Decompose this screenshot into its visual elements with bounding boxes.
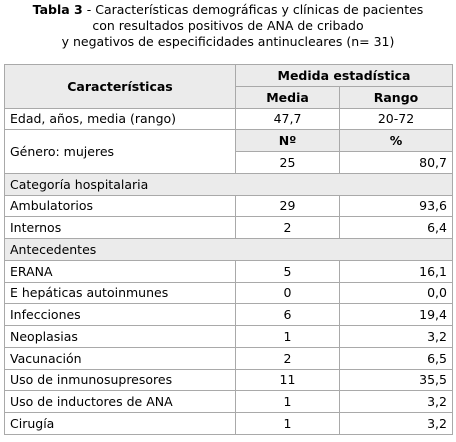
table-row [5,260,453,282]
section-row-hospital [5,173,453,195]
gender-percent: 80,7 [340,152,453,174]
data-table [4,64,453,435]
row-percent: 6,4 [340,217,453,239]
age-mean: 47,7 [236,108,340,130]
row-percent: 19,4 [340,304,453,326]
section-title-hospital: Categoría hospitalaria [5,173,453,195]
table-row [5,391,453,413]
gender-label: Género: mujeres [5,130,236,174]
row-percent: 6,5 [340,347,453,369]
gender-count: 25 [236,152,340,174]
row-label: Ambulatorios [5,195,236,217]
table-row-gender-head [5,130,453,152]
row-percent: 93,6 [340,195,453,217]
table-row [5,413,453,435]
caption-separator: - [82,2,96,17]
row-label: E hepáticas autoinmunes [5,282,236,304]
table-row [5,217,453,239]
row-count: 2 [236,217,340,239]
row-label: Uso de inductores de ANA [5,391,236,413]
count-header: Nº [236,130,340,152]
row-label: Uso de inmunosupresores [5,369,236,391]
caption-line-2: con resultados positivos de ANA de cribado [92,18,364,33]
table-row [5,282,453,304]
row-label: Internos [5,217,236,239]
header-range: Rango [340,86,453,108]
table-label: Tabla 3 [32,2,83,17]
row-label: Neoplasias [5,326,236,348]
row-count: 1 [236,391,340,413]
age-label: Edad, años, media (rango) [5,108,236,130]
row-percent: 3,2 [340,391,453,413]
row-count: 2 [236,347,340,369]
table-caption [0,2,456,50]
header-measure: Medida estadística [236,65,453,87]
caption-line-3: y negativos de especificidades antinucleares (n= 31) [61,34,395,49]
row-percent: 3,2 [340,326,453,348]
row-label: ERANA [5,260,236,282]
row-count: 29 [236,195,340,217]
row-percent: 3,2 [340,413,453,435]
row-count: 6 [236,304,340,326]
table-row [5,369,453,391]
section-row-history [5,239,453,261]
row-count: 11 [236,369,340,391]
header-row-1 [5,65,453,87]
table-row [5,347,453,369]
row-percent: 16,1 [340,260,453,282]
row-label: Vacunación [5,347,236,369]
row-label: Cirugía [5,413,236,435]
percent-header: % [340,130,453,152]
table-row-age [5,108,453,130]
caption-text-1: Características demográficas y clínicas de pacientes [95,2,424,17]
row-percent: 35,5 [340,369,453,391]
row-count: 0 [236,282,340,304]
table-row [5,326,453,348]
age-range: 20-72 [340,108,453,130]
table-row [5,195,453,217]
caption-line-1 [0,2,456,18]
row-count: 1 [236,326,340,348]
row-percent: 0,0 [340,282,453,304]
header-mean: Media [236,86,340,108]
header-characteristics: Características [5,65,236,109]
row-count: 1 [236,413,340,435]
table-row [5,304,453,326]
row-count: 5 [236,260,340,282]
section-title-history: Antecedentes [5,239,453,261]
row-label: Infecciones [5,304,236,326]
